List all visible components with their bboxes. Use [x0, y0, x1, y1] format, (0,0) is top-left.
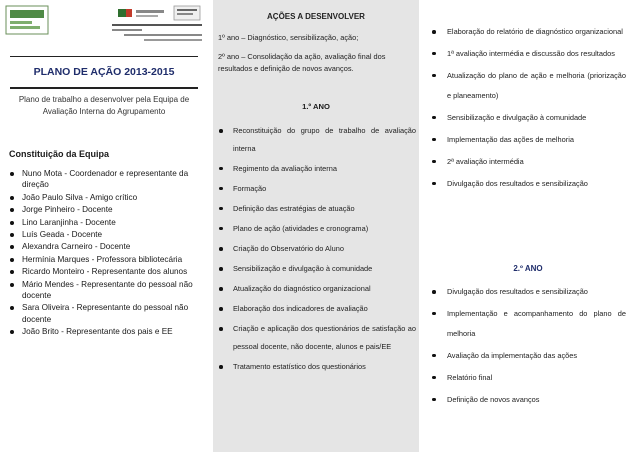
action-item: Elaboração dos indicadores de avaliação	[218, 300, 416, 318]
team-member: Lino Laranjinha - Docente	[9, 217, 205, 228]
action-item: 1ª avaliação intermédia e discussão dos resultados	[430, 44, 626, 64]
action-item: Plano de ação (atividades e cronograma)	[218, 220, 416, 238]
action-item: Criação do Observatório do Aluno	[218, 240, 416, 258]
action-item: Atualização do plano de ação e melhoria (priorização e planeamento)	[430, 66, 626, 105]
intro-year2: 2º ano – Consolidação da ação, avaliação final dos resultados e definição de novos avanços.	[218, 52, 386, 73]
year1-list	[218, 122, 416, 378]
action-item: Atualização do diagnóstico organizacional	[218, 280, 416, 298]
team-member: João Paulo Silva - Amigo crítico	[9, 192, 205, 203]
action-item: Elaboração do relatório de diagnóstico organizacional	[430, 22, 626, 42]
school-logos-image	[4, 4, 204, 50]
action-item: Reconstituição do grupo de trabalho de avaliação interna	[218, 122, 416, 157]
action-item: Tratamento estatístico dos questionários	[218, 358, 416, 376]
action-item: Divulgação dos resultados e sensibilização	[430, 282, 626, 302]
year2-list	[430, 282, 626, 412]
year1-title: 1.º ANO	[302, 102, 330, 111]
plan-subtitle: Plano de trabalho a desenvolver pela Equipa de Avaliação Interna do Agrupamento	[18, 95, 190, 116]
action-item: Avaliação da implementação das ações	[430, 346, 626, 366]
action-item: Definição de novos avanços	[430, 390, 626, 410]
action-item: Definição das estratégias de atuação	[218, 200, 416, 218]
action-item: 2ª avaliação intermédia	[430, 152, 626, 172]
team-member: Hermínia Marques - Professora bibliotecária	[9, 254, 205, 265]
action-item: Formação	[218, 180, 416, 198]
action-item: Regimento da avaliação interna	[218, 160, 416, 178]
action-item: Sensibilização e divulgação à comunidade	[430, 108, 626, 128]
team-member: Mário Mendes - Representante do pessoal não docente	[9, 279, 205, 302]
action-item: Sensibilização e divulgação à comunidade	[218, 260, 416, 278]
middle-panel	[213, 0, 419, 452]
year1-list-continued	[430, 22, 626, 195]
team-member: Luís Geada - Docente	[9, 229, 205, 240]
left-panel	[0, 0, 206, 452]
action-item: Criação e aplicação dos questionários de satisfação ao pessoal docente, não docente, alunos e pais/EE	[218, 320, 416, 355]
team-member: Alexandra Carneiro - Docente	[9, 241, 205, 252]
year2-title: 2.º ANO	[513, 264, 543, 273]
team-member: Ricardo Monteiro - Representante dos alunos	[9, 266, 205, 277]
header-logos	[4, 4, 204, 50]
team-list	[9, 168, 205, 339]
team-title: Constituição da Equipa	[9, 149, 110, 159]
team-member: João Brito - Representante dos pais e EE	[9, 326, 205, 337]
plan-title: PLANO DE AÇÃO 2013-2015	[10, 56, 198, 89]
action-item: Relatório final	[430, 368, 626, 388]
actions-heading: AÇÕES A DESENVOLVER	[267, 12, 365, 21]
action-item: Implementação e acompanhamento do plano de melhoria	[430, 304, 626, 343]
team-member: Jorge Pinheiro - Docente	[9, 204, 205, 215]
team-member: Sara Oliveira - Representante do pessoal não docente	[9, 302, 205, 325]
right-panel	[430, 0, 630, 452]
intro-year1: 1º ano – Diagnóstico, sensibilização, ação;	[218, 33, 359, 42]
action-item: Divulgação dos resultados e sensibilização	[430, 174, 626, 194]
team-member: Nuno Mota - Coordenador e representante da direção	[9, 168, 205, 191]
action-item: Implementação das ações de melhoria	[430, 130, 626, 150]
